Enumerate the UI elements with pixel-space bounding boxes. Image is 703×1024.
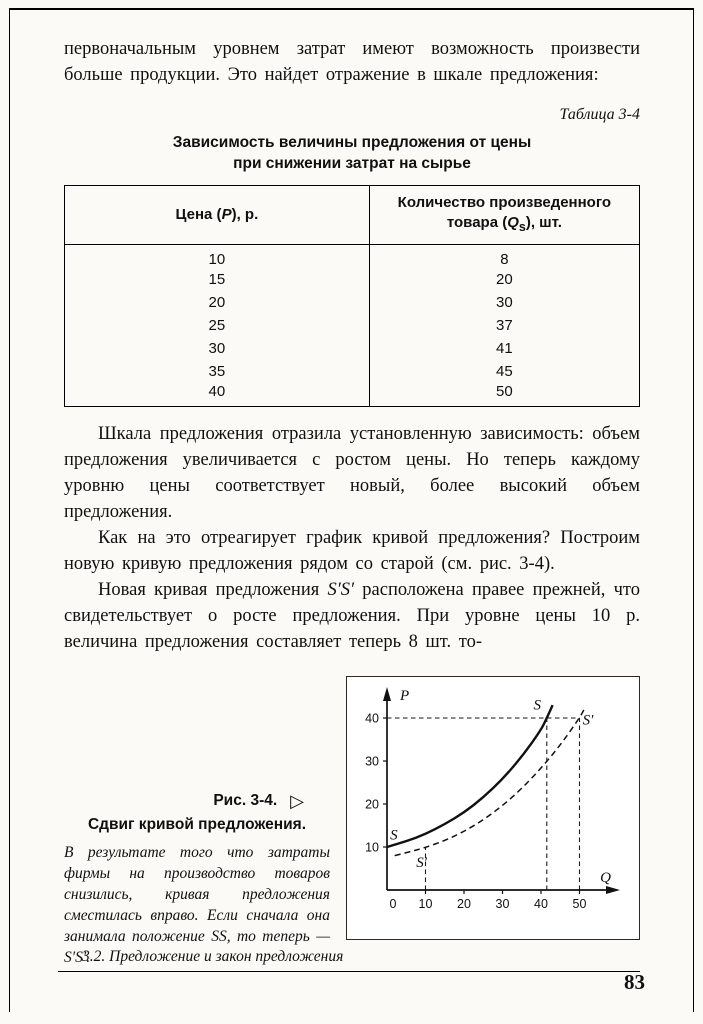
table-title-line1: Зависимость величины предложения от цены <box>172 134 532 151</box>
supply-curves-graph <box>349 680 639 936</box>
table-cell: 15 <box>208 271 226 288</box>
table-cell: 40 <box>208 383 226 400</box>
table-cell: 41 <box>369 337 639 360</box>
figure-caption-label-row <box>64 792 330 810</box>
svg-text:20: 20 <box>365 797 379 812</box>
table-title-line2: при снижении затрат на сырье <box>233 155 471 172</box>
paragraph-schedule-result: Шкала предложения отразила установленную зависимость: объем предложения увеличивается с ростом цены. Но теперь каждому уровню цены соответствует новый, более высокий объем предложения. <box>64 424 640 522</box>
table-cell: 30 <box>208 340 226 357</box>
paragraph-text: расположена правее прежней, что свидетельствует о росте предложения. При уровне цены 10 р. величина предложения составляет теперь 8 шт. то- <box>64 580 640 652</box>
figure-number: Рис. 3-4. <box>213 792 278 809</box>
svg-text:S: S <box>390 827 398 844</box>
table-row <box>65 291 640 314</box>
svg-text:10: 10 <box>418 897 433 911</box>
page-number: 83 <box>624 970 645 994</box>
svg-text:S: S <box>533 697 541 714</box>
supply-chart-frame <box>346 676 640 940</box>
table-cell: 50 <box>369 383 639 407</box>
table-cell: 20 <box>369 268 639 291</box>
header-text: ), р. <box>231 206 259 223</box>
quantity-subscript: s <box>518 220 526 234</box>
price-variable: P <box>221 206 232 223</box>
header-text: Количество произведенного <box>397 194 612 211</box>
table-cell: 35 <box>208 363 226 380</box>
paragraph-graph-question: Как на это отреагирует график кривой предложения? Построим новую кривую предложения рядом со старой (см. рис. 3-4). <box>64 528 640 574</box>
svg-text:20: 20 <box>457 897 471 911</box>
section-footer: 3.2. Предложение и закон предложения <box>58 948 640 972</box>
intro-paragraph: первоначальным уровнем затрат имеют возможность произвести больше продукции. Это найдет отражение в шкале предложения: <box>64 39 640 85</box>
table-row <box>65 360 640 383</box>
table-cell: 25 <box>208 317 226 334</box>
svg-text:50: 50 <box>572 897 587 911</box>
svg-text:30: 30 <box>495 897 510 911</box>
table-cell: 20 <box>208 294 226 311</box>
table-row <box>65 337 640 360</box>
header-text: Цена ( <box>175 206 222 223</box>
svg-text:P: P <box>400 688 410 704</box>
table-number-label: Таблица 3-4 <box>559 106 640 123</box>
paragraph-new-curve <box>64 577 640 655</box>
table-cell: 10 <box>208 251 226 268</box>
quantity-column-header <box>369 186 639 245</box>
header-text: ), шт. <box>525 214 562 231</box>
figure-pointer-icon: ▷ <box>290 791 304 811</box>
svg-text:S′: S′ <box>416 855 428 872</box>
svg-text:40: 40 <box>365 711 379 726</box>
table-cell: 8 <box>369 245 639 269</box>
table-row <box>65 268 640 291</box>
table-row <box>65 245 640 269</box>
figure-3-4 <box>64 676 640 968</box>
table-row <box>65 314 640 337</box>
svg-text:0: 0 <box>389 897 397 911</box>
paragraph-text: Новая кривая предложения <box>98 580 328 600</box>
curve-name: S′S′ <box>327 580 355 600</box>
header-text: товара ( <box>446 214 508 231</box>
svg-text:30: 30 <box>365 754 379 769</box>
svg-text:Q: Q <box>600 870 611 886</box>
table-cell: 45 <box>369 360 639 383</box>
quantity-variable: Q <box>507 214 519 231</box>
svg-text:40: 40 <box>534 897 548 911</box>
table-header-row <box>65 186 640 245</box>
chart-canvas <box>347 680 639 936</box>
table-cell: 30 <box>369 291 639 314</box>
figure-title: Сдвиг кривой предложения. <box>87 816 307 833</box>
figure-description: В результате того что затраты фирмы на производство товаров снизились, кривая предложения сместилась вправо. Если сначала она занимала положение SS, то теперь — S′S′. <box>64 844 330 966</box>
price-column-header <box>65 186 370 245</box>
supply-schedule-table <box>64 185 640 407</box>
table-body <box>65 245 640 407</box>
svg-text:S′: S′ <box>582 712 594 729</box>
table-cell: 37 <box>369 314 639 337</box>
figure-caption <box>64 676 346 968</box>
table-row <box>65 383 640 407</box>
table-title <box>64 132 640 174</box>
svg-text:10: 10 <box>365 840 379 855</box>
